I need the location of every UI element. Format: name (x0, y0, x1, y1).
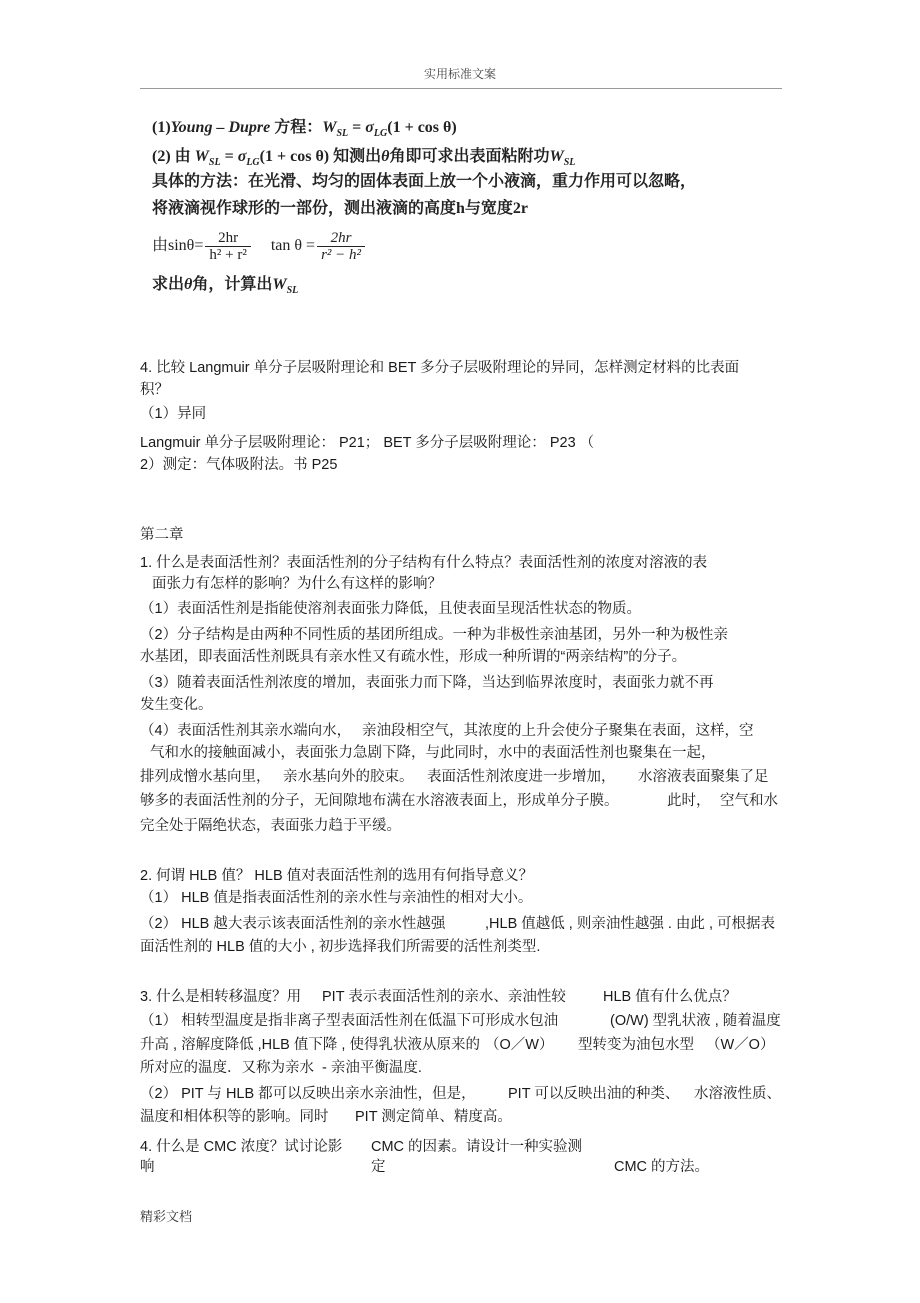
answer-line (0, 721, 920, 741)
formula-subscript: LG (246, 157, 260, 168)
formula-text: 角即可求出表面粘附功 (389, 148, 550, 165)
answer-line (0, 937, 920, 957)
question-line (0, 553, 920, 573)
text-segment: CMC 的因素。请设计一种实验测 (371, 1139, 583, 1155)
text-segment: 此时， (667, 793, 711, 809)
fraction (205, 230, 250, 263)
question-line (0, 1137, 920, 1157)
formula-text: (1 + cos θ) (387, 119, 457, 136)
formula-text: 方程： (270, 119, 323, 136)
text-segment: （4）表面活性剂其亲水端向水， (140, 723, 352, 739)
answer-line (0, 914, 920, 934)
text-segment: （1）异同 (140, 406, 207, 422)
answer-line (0, 888, 920, 908)
formula-line-6 (152, 273, 298, 299)
formula-subscript: SL (286, 285, 299, 296)
formula-line-3: 具体的方法：在光滑、均匀的固体表面上放一个小液滴，重力作用可以忽略， (152, 173, 697, 190)
formula-symbol: W (194, 148, 209, 165)
answer-line (0, 1011, 920, 1031)
text-segment: 气和水的接触面减小，表面张力急剧下降，与此同时，水中的表面活性剂也聚集在一起， (150, 745, 716, 761)
question-line (0, 358, 920, 378)
text-segment: 定 (371, 1159, 386, 1175)
chapter-title (0, 525, 920, 545)
formula-symbol: σ (365, 119, 374, 136)
text-segment: CMC 的方法。 (614, 1159, 710, 1175)
formula-text: 求出 (152, 276, 185, 293)
text-segment: 排列成憎水基向里， (140, 769, 271, 785)
fraction (317, 230, 365, 263)
formula-subscript: LG (373, 128, 388, 139)
formula-symbol: W (322, 119, 337, 136)
text-segment: 水溶液性质、 (694, 1086, 781, 1102)
formula-text: 角，计算出 (192, 276, 273, 293)
text-segment: 亲油段相空气，其浓度的上升会使分子聚集在表面，这样，空 (362, 723, 754, 739)
text-segment: （1） 相转型温度是指非离子型表面活性剂在低温下可形成水包油 (140, 1013, 559, 1029)
text-segment: （2） PIT 与 HLB 都可以反映出亲水亲油性，但是， (140, 1086, 476, 1102)
text-segment: PIT 表示表面活性剂的亲水、亲油性较 (322, 989, 566, 1005)
text-segment: 面张力有怎样的影响？为什么有这样的影响？ (152, 576, 442, 592)
answer-line (0, 791, 920, 811)
formula-symbol: θ (184, 276, 193, 293)
text-segment: 1. 什么是表面活性剂？表面活性剂的分子结构有什么特点？表面活性剂的浓度对溶液的表 (140, 555, 708, 571)
answer-line (0, 455, 920, 475)
formula-line-2 (152, 145, 575, 171)
text-segment: 够多的表面活性剂的分子，无间隙地布满在水溶液表面上，形成单分子膜。 (140, 793, 619, 809)
answer-line (0, 1084, 920, 1104)
answer-line (0, 647, 920, 667)
formula-text: Young – Dupre (170, 119, 271, 136)
question-line (0, 574, 920, 594)
formula-line-1 (152, 116, 457, 142)
text-segment: 发生变化。 (140, 697, 213, 713)
formula-symbol: σ (237, 148, 247, 165)
formula-text: 由sinθ= (152, 237, 204, 254)
formula-subscript: SL (563, 157, 576, 168)
text-segment: 型转变为油包水型 (578, 1037, 694, 1053)
text-segment: 面活性剂的 HLB 值的大小 , 初步选择我们所需要的活性剂类型. (140, 939, 541, 955)
answer-line (0, 767, 920, 787)
formula-text: tan θ = (270, 237, 316, 254)
text-segment: （O／W） (485, 1037, 554, 1053)
formula-text: = (220, 148, 238, 165)
answer-line (0, 673, 920, 693)
formula-text: (1) (152, 119, 171, 136)
chapter-title-text: 第二章 (140, 527, 184, 543)
text-segment: 2）测定：气体吸附法。书 P25 (140, 457, 338, 473)
answer-line (0, 599, 920, 619)
answer-line (0, 743, 920, 763)
formula-text: = (348, 119, 366, 136)
formula-text: (1 + cos θ) (259, 148, 330, 165)
text-segment: 积？ (140, 382, 169, 398)
text-segment: （1）表面活性剂是指能使溶剂表面张力降低，且使表面呈现活性状态的物质。 (140, 601, 642, 617)
answer-line (0, 695, 920, 715)
text-segment: 3. 什么是相转移温度？用 (140, 989, 302, 1005)
page-footer: 精彩文档 (140, 1209, 193, 1224)
text-segment: 4. 比较 Langmuir 单分子层吸附理论和 BET 多分子层吸附理论的异同，怎样测定材料的比表面 (140, 360, 740, 376)
formula-text: 知测出 (329, 148, 382, 165)
text-segment: - 亲油平衡温度. (322, 1060, 422, 1076)
formula-line-4: 将液滴视作球形的一部份，测出液滴的高度h与宽度2r (152, 200, 529, 217)
fraction-denominator: r² − h² (317, 246, 365, 263)
formula-subscript: SL (336, 128, 349, 139)
question-line (0, 987, 920, 1007)
text-segment: 温度和相体积等的影响。同时 (140, 1109, 329, 1125)
text-segment: PIT 可以反映出油的种类、 (508, 1086, 680, 1102)
page-header: 实用标准文案 (423, 67, 496, 81)
text-segment: PIT 测定简单、精度高。 (355, 1109, 512, 1125)
question-line (0, 1157, 920, 1177)
formula-symbol: θ (381, 148, 390, 165)
text-segment: （2）分子结构是由两种不同性质的基团所组成。一种为非极性亲油基团，另外一种为极性亲 (140, 627, 729, 643)
text-segment: 所对应的温度．又称为亲水 (140, 1060, 314, 1076)
text-segment: 亲水基向外的胶束。 (283, 769, 414, 785)
text-segment: 水基团，即表面活性剂既具有亲水性又有疏水性，形成一种所谓的“两亲结构”的分子。 (140, 649, 687, 665)
fraction-numerator: 2hr (218, 229, 239, 246)
header-divider (140, 88, 782, 89)
formula-symbol: W (272, 276, 287, 293)
text-segment: Langmuir 单分子层吸附理论： P21； BET 多分子层吸附理论： P23 （ (140, 435, 595, 451)
text-segment: （3）随着表面活性剂浓度的增加，表面张力而下降，当达到临界浓度时，表面张力就不再 (140, 675, 714, 691)
answer-line (0, 625, 920, 645)
text-segment: （2） HLB 越大表示该表面活性剂的亲水性越强 (140, 916, 446, 932)
formula-line-5 (152, 228, 371, 264)
answer-line (0, 1107, 920, 1127)
formula-symbol: W (549, 148, 564, 165)
answer-line (0, 816, 920, 836)
answer-line (0, 1035, 920, 1055)
text-segment: 响 (140, 1159, 155, 1175)
text-segment: 升高 , 溶解度降低 ,HLB 值下降 , 使得乳状液从原来的 (140, 1037, 480, 1053)
answer-line (0, 1058, 920, 1078)
formula-subscript: SL (208, 157, 221, 168)
fraction-denominator: h² + r² (205, 246, 250, 263)
question-line (0, 380, 920, 400)
text-segment: HLB 值有什么优点？ (603, 989, 737, 1005)
question-line (0, 866, 920, 886)
text-segment: 2. 何谓 HLB 值？ HLB 值对表面活性剂的选用有何指导意义？ (140, 868, 534, 884)
text-segment: 空气和水 (720, 793, 778, 809)
text-segment: 表面活性剂浓度进一步增加， (427, 769, 616, 785)
text-segment: ,HLB 值越低 , 则亲油性越强 . 由此 , 可根据表 (485, 916, 776, 932)
text-segment: 完全处于隔绝状态，表面张力趋于平缓。 (140, 818, 401, 834)
text-segment: （1） HLB 值是指表面活性剂的亲水性与亲油性的相对大小。 (140, 890, 533, 906)
fraction-numerator: 2hr (330, 229, 352, 246)
text-segment: 水溶液表面聚集了足 (638, 769, 769, 785)
answer-line (0, 433, 920, 453)
answer-line (0, 404, 920, 424)
formula-text: (2) 由 (152, 148, 195, 165)
text-segment: (O/W) 型乳状液 , 随着温度 (610, 1013, 781, 1029)
text-segment: 4. 什么是 CMC 浓度？试讨论影 (140, 1139, 343, 1155)
text-segment: （W／O） (706, 1037, 775, 1053)
